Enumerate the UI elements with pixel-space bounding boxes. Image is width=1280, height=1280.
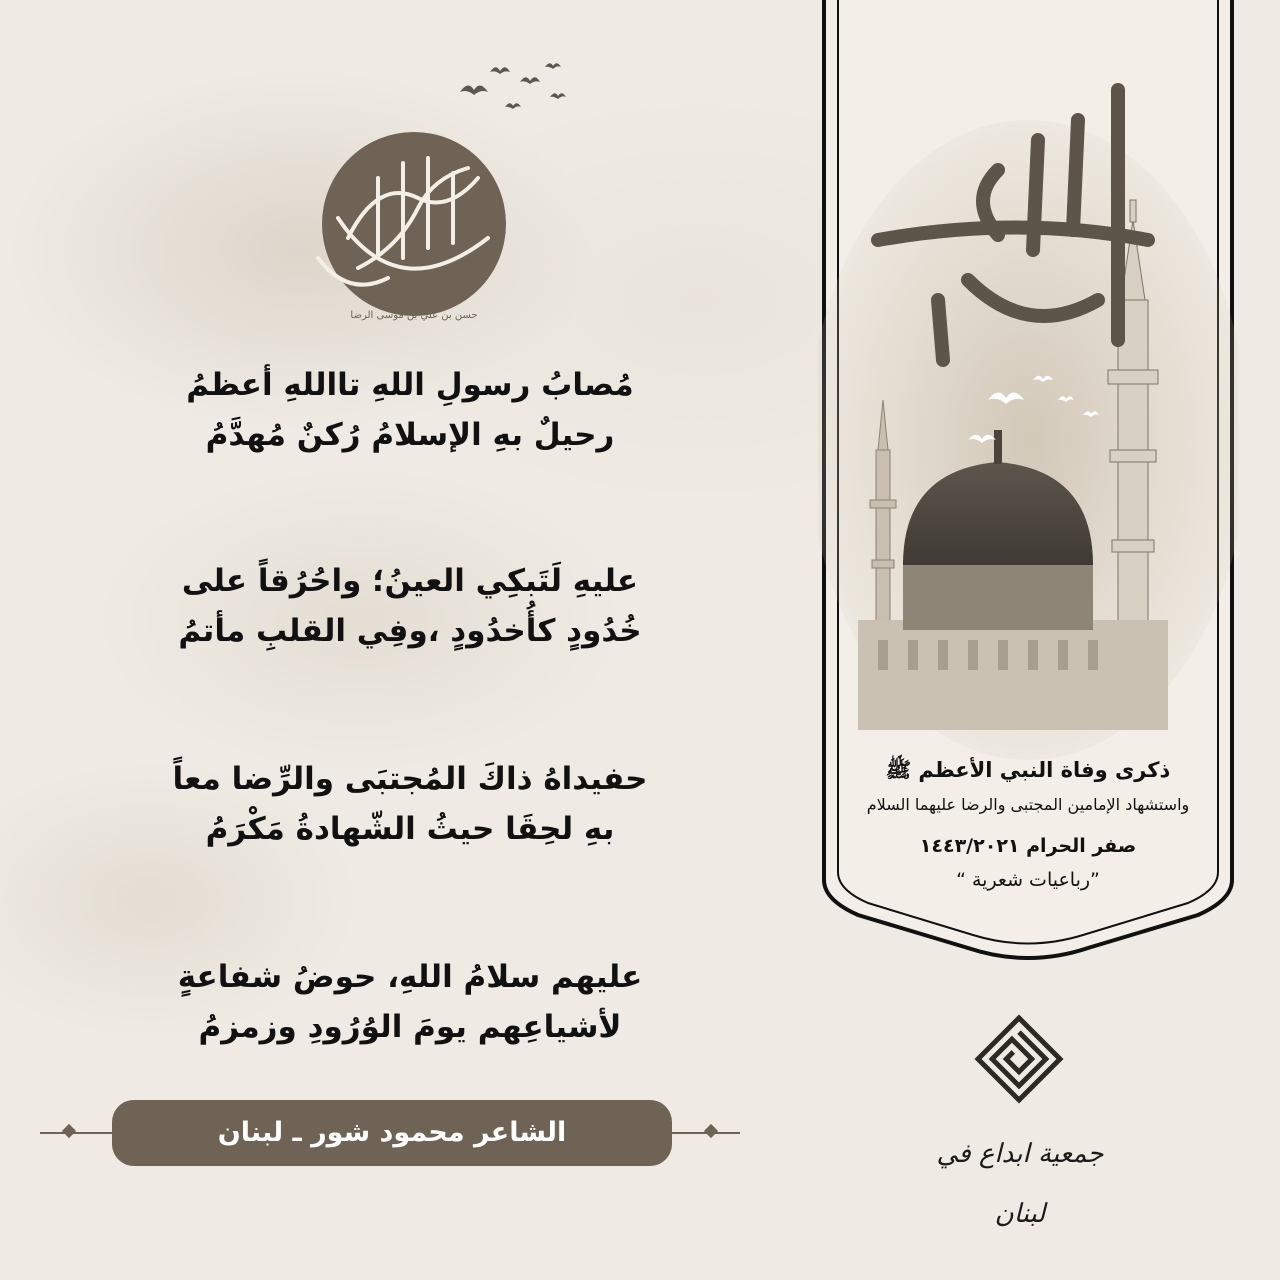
event-date: صفر الحرام ١٤٤٣/٢٠٢١	[919, 835, 1137, 857]
poem-line: لأشياعِهم يومَ الوُرُودِ وزمزمُ	[198, 1009, 622, 1045]
poem-stanza-3	[80, 754, 740, 854]
kufic-logo-icon	[974, 1014, 1064, 1104]
poem-line: خُدُودٍ كأُخدُودٍ ،وفِي القلبِ مأتمُ	[178, 613, 642, 649]
event-subtitle: واستشهاد الإمامين المجتبى والرضا عليهما السلام	[866, 795, 1190, 814]
banner-rule-right	[662, 1132, 740, 1134]
poet-name: الشاعر محمود شور ـ لبنان	[112, 1100, 672, 1166]
organization-name: جمعية ابداع في لبنان	[936, 1139, 1104, 1229]
poem-line: عليهِ لَتَبكِي العينُ؛ واحُرُقاً على	[181, 563, 639, 599]
banner-diamond-left	[62, 1124, 76, 1138]
poem-stanza-4	[80, 952, 740, 1052]
poem-line: رحيلٌ بهِ الإسلامُ رُكنٌ مُهدَّمُ	[205, 417, 615, 453]
banner-diamond-right	[704, 1124, 718, 1138]
poem-line: بهِ لحِقَا حيثُ الشّهادةُ مَكْرَمُ	[205, 811, 615, 847]
banner-rule-left	[40, 1132, 120, 1134]
poem-stanza-1	[80, 360, 740, 460]
poem-stanza-2	[80, 556, 740, 656]
event-series: ”رباعيات شعرية “	[956, 869, 1100, 891]
poet-banner	[40, 1096, 740, 1170]
event-title: ذكرى وفاة النبي الأعظم ﷺ	[885, 758, 1171, 782]
event-info	[838, 752, 1218, 896]
calligraphy-medallion	[308, 118, 520, 330]
poem-line: حفيداهُ ذاكَ المُجتبَى والرِّضا معاً	[172, 761, 648, 797]
poem-line: عليهم سلامُ اللهِ، حوضُ شفاعةٍ	[177, 959, 643, 995]
poem-line: مُصابُ رسولِ اللهِ تااللهِ أعظمُ	[186, 367, 634, 403]
medallion-calligraphy: حسن بن علي بن موسى الرضا	[350, 310, 478, 321]
